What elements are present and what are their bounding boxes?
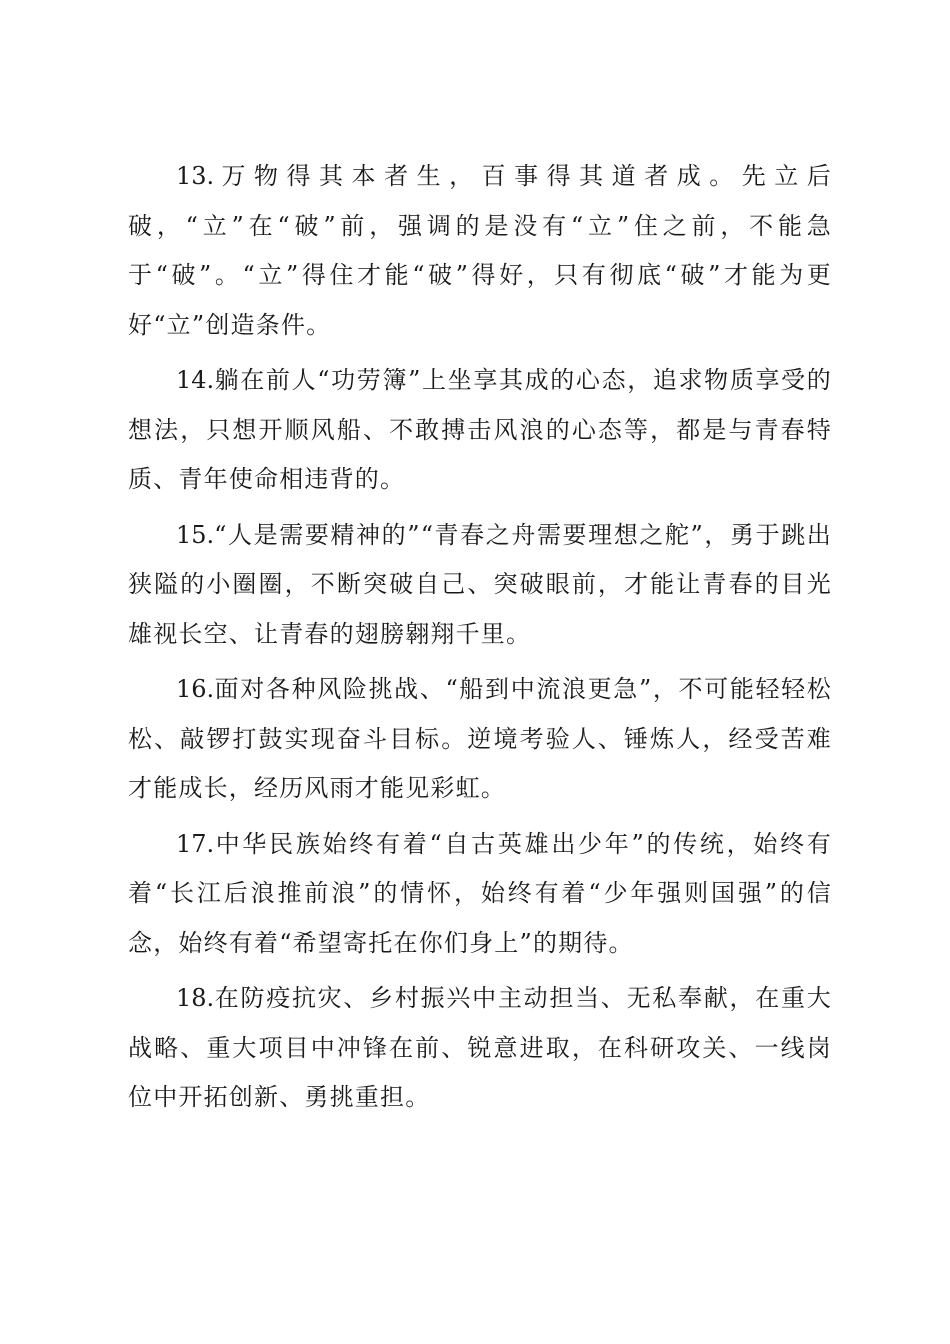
paragraph-text: “人是需要精神的”“青春之舟需要理想之舵”，勇于跳出狭隘的小圈圈，不断突破自己、突破眼前，才能让青春的目光雄视长空、让青春的翅膀翱翔千里。 <box>128 520 832 648</box>
paragraph-number: 18. <box>176 984 215 1012</box>
paragraph-number: 17. <box>176 829 215 858</box>
paragraph-number: 15. <box>176 520 215 549</box>
paragraph-13 <box>128 152 832 350</box>
paragraph-14 <box>128 356 832 505</box>
paragraph-16 <box>128 665 832 814</box>
paragraph-text: 中华民族始终有着“自古英雄出少年”的传统，始终有着“长江后浪推前浪”的情怀，始终有着“少年强则国强”的信念，始终有着“希望寄托在你们身上”的期待。 <box>128 829 832 957</box>
paragraph-number: 13. <box>176 162 215 190</box>
paragraph-number: 16. <box>176 675 215 703</box>
paragraph-15 <box>128 511 832 660</box>
paragraph-18 <box>128 974 832 1123</box>
paragraph-text: 在防疫抗灾、乡村振兴中主动担当、无私奉献，在重大战略、重大项目中冲锋在前、锐意进取，在科研攻关、一线岗位中开拓创新、勇挑重担。 <box>128 984 832 1111</box>
paragraph-17 <box>128 820 832 969</box>
document-body <box>128 152 832 1129</box>
paragraph-text: 万物得其本者生，百事得其道者成。先立后破，“立”在“破”前，强调的是没有“立”住之前，不能急于“破”。“立”得住才能“破”得好，只有彻底“破”才能为更好“立”创造条件。 <box>128 162 832 339</box>
paragraph-number: 14. <box>176 366 215 394</box>
paragraph-text: 面对各种风险挑战、“船到中流浪更急”，不可能轻轻松松、敲锣打鼓实现奋斗目标。逆境考验人、锤炼人，经受苦难才能成长，经历风雨才能见彩虹。 <box>128 675 832 802</box>
paragraph-text: 躺在前人“功劳簿”上坐享其成的心态，追求物质享受的想法，只想开顺风船、不敢搏击风浪的心态等，都是与青春特质、青年使命相违背的。 <box>128 366 832 493</box>
